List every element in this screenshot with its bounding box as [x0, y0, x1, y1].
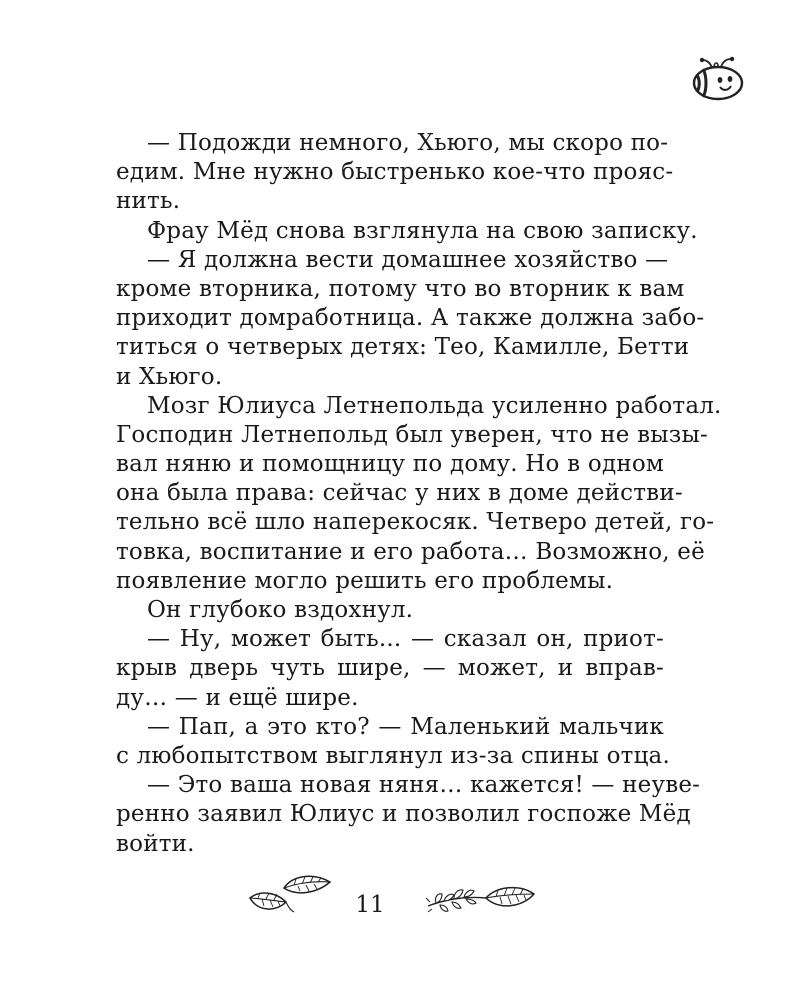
leaves-icon — [424, 878, 536, 918]
text-line: — Подожди немного, Хьюго, мы скоро по- — [147, 130, 669, 156]
text-line: войти. — [116, 830, 195, 857]
text-line: приходит домработница. А также должна забо- — [116, 305, 705, 332]
page-text — [116, 129, 722, 859]
text-line: едим. Мне нужно быстренько кое-что прояс- — [116, 159, 674, 186]
text-line: нить. — [116, 188, 181, 215]
text-line: и Хьюго. — [116, 363, 223, 390]
text-line: — Я должна вести домашнее хозяйство — — [147, 246, 669, 273]
text-line: — Пап, а это кто? — Маленький мальчик — [147, 713, 664, 740]
text-line: ду… — и ещё шире. — [116, 684, 359, 711]
bee-icon — [688, 56, 746, 102]
page-number: 11 — [355, 892, 385, 918]
text-line: Он глубоко вздохнул. — [147, 597, 414, 623]
text-line: крыв дверь чуть шире, — может, и вправ- — [116, 655, 664, 682]
text-line: Господин Летнепольд был уверен, что не вызы- — [116, 421, 708, 448]
text-line: Мозг Юлиуса Летнепольда усиленно работал. — [147, 392, 722, 419]
leaves-icon — [246, 872, 332, 916]
text-line: Фрау Мёд снова взглянула на свою записку. — [147, 217, 698, 244]
text-line: — Это ваша новая няня… кажется! — неуве- — [147, 772, 701, 799]
text-line: появление могло решить его проблемы. — [116, 567, 614, 594]
text-line: вал няню и помощницу по дому. Но в одном — [116, 451, 664, 478]
text-line: она была права: сейчас у них в доме действи- — [116, 480, 683, 507]
text-line: с любопытством выглянул из-за спины отца. — [116, 742, 670, 769]
text-line: товка, воспитание и его работа… Возможно, её — [116, 538, 705, 565]
text-line: титься о четверых детях: Тео, Камилле, Бетти — [116, 334, 690, 361]
text-line: кроме вторника, потому что во вторник к вам — [116, 275, 685, 302]
text-line: — Ну, может быть... — сказал он, приот- — [147, 626, 664, 653]
text-line: тельно всё шло наперекосяк. Четверо детей, го- — [116, 509, 715, 536]
text-line: ренно заявил Юлиус и позволил госпоже Мёд — [116, 801, 691, 828]
